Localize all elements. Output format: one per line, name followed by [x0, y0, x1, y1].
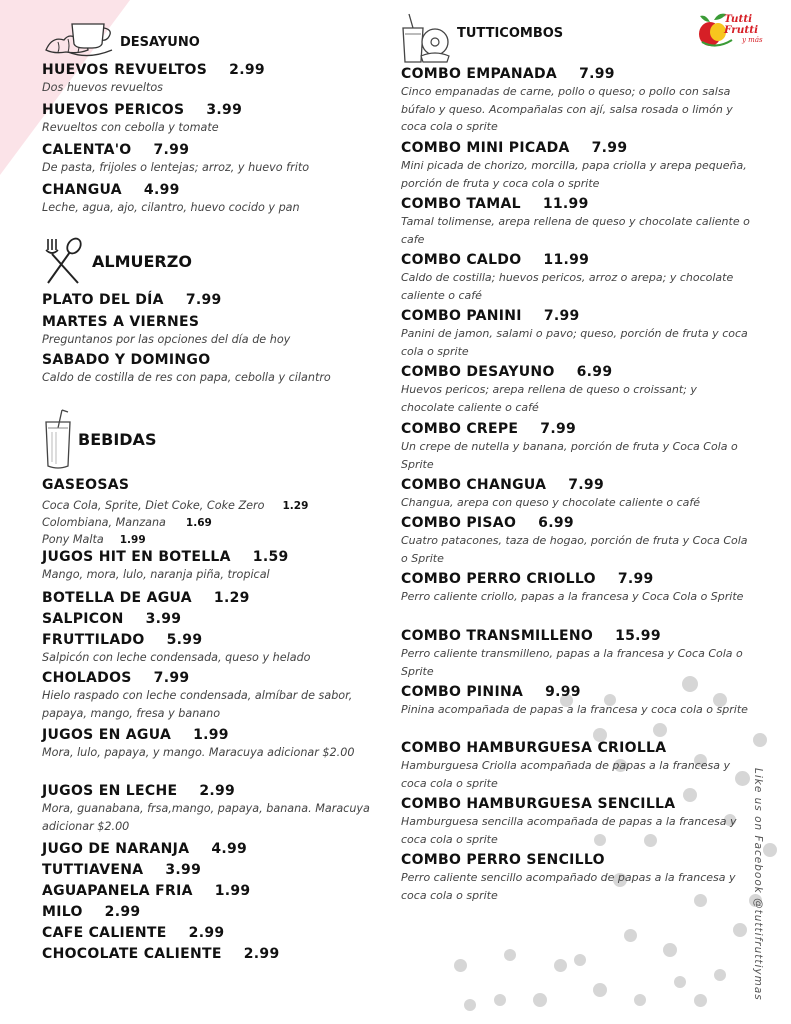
bebidas-item-name	[42, 670, 372, 686]
almuerzo-header	[42, 236, 192, 286]
item-name: COMBO PININA	[401, 684, 524, 700]
combo-item-entry	[401, 515, 751, 567]
item-name: COMBO HAMBURGUESA CRIOLLA	[401, 740, 667, 756]
decorative-dot	[753, 733, 767, 747]
combo-item-name	[401, 477, 751, 493]
item-price: 2.99	[199, 783, 236, 799]
decorative-dot	[634, 994, 646, 1006]
item-price: 2.99	[104, 904, 141, 920]
desayuno-item-entry	[42, 102, 372, 137]
item-price: 6.99	[576, 364, 613, 380]
item-name: FRUTTILADO	[42, 632, 145, 648]
almuerzo-item-name	[42, 352, 372, 368]
item-name: SALPICON	[42, 611, 124, 627]
desayuno-item-name	[42, 142, 372, 158]
item-name: COMBO TAMAL	[401, 196, 521, 212]
almuerzo-item-entry	[42, 314, 372, 349]
gaseosas-row	[42, 533, 146, 546]
item-price: 11.99	[543, 252, 590, 268]
desayuno-header	[42, 18, 200, 62]
item-price: 15.99	[615, 628, 661, 644]
bebidas-item-name	[42, 925, 372, 941]
item-description: Panini de jamon, salami o pavo; queso, porción de fruta y coca cola o sprite	[401, 327, 748, 358]
item-name: JUGOS HIT EN BOTELLA	[42, 549, 231, 565]
item-name: MILO	[42, 904, 83, 920]
combo-item-name	[401, 740, 751, 756]
combo-item-name	[401, 196, 751, 212]
item-description: Changua, arepa con queso y chocolate caliente o café	[401, 496, 701, 509]
decorative-dot	[574, 954, 586, 966]
decorative-dot	[653, 723, 667, 737]
decorative-dot	[674, 976, 686, 988]
item-name: HUEVOS REVUELTOS	[42, 62, 208, 78]
combo-item-name	[401, 66, 751, 82]
combo-item-entry	[401, 196, 751, 248]
combo-item-name	[401, 252, 751, 268]
decorative-dot	[454, 959, 467, 972]
item-description: Hamburguesa sencilla acompañada de papas a la francesa y coca cola o sprite	[401, 815, 737, 846]
item-description: Dos huevos revueltos	[42, 81, 164, 94]
combo-item-entry	[401, 421, 751, 473]
item-description: Huevos pericos; arepa rellena de queso o croissant; y chocolate caliente o café	[401, 383, 697, 414]
facebook-note	[748, 768, 768, 1001]
item-description: Preguntanos por las opciones del día de hoy	[42, 333, 291, 346]
item-price: 7.99	[591, 140, 628, 156]
item-price: 1.99	[214, 883, 251, 899]
item-description: Mango, mora, lulo, naranja piña, tropical	[42, 568, 270, 581]
item-name: CHANGUA	[42, 182, 122, 198]
item-name: COMBO TRANSMILLENO	[401, 628, 594, 644]
item-description: Tamal tolimense, arepa rellena de queso y chocolate caliente o cafe	[401, 215, 750, 246]
item-name: COMBO HAMBURGUESA SENCILLA	[401, 796, 676, 812]
gaseosas-row	[42, 499, 308, 512]
item-name: COMBO CALDO	[401, 252, 522, 268]
bebidas-item-entry	[42, 946, 372, 962]
desayuno-item-entry	[42, 182, 372, 217]
bebidas-item-entry	[42, 783, 372, 835]
bebidas-item-entry	[42, 925, 372, 941]
combo-item-entry	[401, 252, 751, 304]
coffee-croissant-icon	[42, 18, 116, 62]
item-price: 11.99	[542, 196, 589, 212]
gaseosas-row-text: Pony Malta	[42, 533, 104, 546]
item-price: 7.99	[153, 142, 190, 158]
item-price: 4.99	[143, 182, 180, 198]
gaseosas-row-price: 1.99	[119, 534, 146, 546]
item-price: 2.99	[229, 62, 265, 78]
item-price: 1.99	[193, 727, 229, 743]
combo-item-name	[401, 628, 751, 644]
combo-item-name	[401, 684, 751, 700]
bebidas-item-name	[42, 883, 372, 899]
item-description: Hamburguesa Criolla acompañada de papas a la francesa y coca cola o sprite	[401, 759, 730, 790]
gaseosas-row-text: Coca Cola, Sprite, Diet Coke, Coke Zero	[42, 499, 265, 512]
decorative-dot	[714, 969, 726, 981]
item-name: COMBO MINI PICADA	[401, 140, 570, 156]
decorative-dot	[593, 983, 607, 997]
fork-spoon-icon	[42, 236, 86, 286]
combo-item-name	[401, 140, 751, 156]
combo-item-entry	[401, 628, 751, 680]
item-price: 7.99	[579, 66, 615, 82]
almuerzo-item-name	[42, 292, 372, 308]
combo-item-entry	[401, 684, 751, 719]
item-price: 7.99	[540, 421, 577, 437]
decorative-dot	[533, 993, 547, 1007]
item-name: CALENTA'O	[42, 142, 132, 158]
item-description: Caldo de costilla de res con papa, cebolla y cilantro	[42, 371, 331, 384]
item-name: JUGOS EN LECHE	[42, 783, 178, 799]
item-description: Caldo de costilla; huevos pericos, arroz o arepa; y chocolate caliente o café	[401, 271, 734, 302]
combo-item-name	[401, 308, 751, 324]
item-name: COMBO CHANGUA	[401, 477, 547, 493]
gaseosas-row-price: 1.29	[282, 500, 309, 512]
item-price: 7.99	[568, 477, 605, 493]
combo-item-name	[401, 571, 751, 587]
item-description: Perro caliente transmilleno, papas a la francesa y Coca Cola o Sprite	[401, 647, 743, 678]
decorative-dot	[694, 994, 707, 1007]
bebidas-title: BEBIDAS	[78, 429, 157, 449]
item-name: COMBO PERRO SENCILLO	[401, 852, 605, 868]
combo-item-name	[401, 515, 751, 531]
item-price: 2.99	[188, 925, 225, 941]
gaseosas-row-text: Colombiana, Manzana	[42, 516, 166, 529]
item-description: Hielo raspado con leche condensada, almíbar de sabor, papaya, mango, fresa y banano	[42, 689, 353, 720]
item-price: 3.99	[206, 102, 243, 118]
logo-line2: y más	[742, 36, 763, 44]
item-description: Revueltos con cebolla y tomate	[42, 121, 219, 134]
combo-item-name	[401, 364, 751, 380]
item-price: 1.29	[213, 590, 250, 606]
tutticombos-title: TUTTICOMBOS	[457, 25, 564, 41]
item-description: Perro caliente sencillo acompañado de papas a la francesa y coca cola o sprite	[401, 871, 736, 902]
bebidas-item-name	[42, 904, 372, 920]
item-description: Salpicón con leche condensada, queso y helado	[42, 651, 311, 664]
item-name: TUTTIAVENA	[42, 862, 144, 878]
bebidas-item-name	[42, 727, 372, 743]
bebidas-item-entry	[42, 611, 372, 627]
decorative-dot	[733, 923, 747, 937]
item-price: 7.99	[185, 292, 222, 308]
bebidas-item-name	[42, 841, 372, 857]
item-price: 7.99	[153, 670, 190, 686]
combo-item-name	[401, 852, 751, 868]
combo-item-entry	[401, 740, 751, 792]
combo-item-name	[401, 796, 751, 812]
item-price: 6.99	[538, 515, 574, 531]
item-name: BOTELLA DE AGUA	[42, 590, 192, 606]
item-price: 2.99	[243, 946, 280, 962]
facebook-note-text: Like us on Facebook @tuttifruttiymas	[752, 768, 764, 1001]
item-name: HUEVOS PERICOS	[42, 102, 185, 118]
item-name: AGUAPANELA FRIA	[42, 883, 193, 899]
item-description: Perro caliente criollo, papas a la francesa y Coca Cola o Sprite	[401, 590, 744, 603]
item-price: 3.99	[165, 862, 202, 878]
almuerzo-item-name	[42, 314, 372, 330]
desayuno-item-name	[42, 102, 372, 118]
bebidas-item-name	[42, 632, 372, 648]
item-price: 7.99	[543, 308, 580, 324]
item-name: CHOCOLATE CALIENTE	[42, 946, 222, 962]
bebidas-item-entry	[42, 904, 372, 920]
decorative-dot	[663, 943, 677, 957]
item-description: Cuatro patacones, taza de hogao, porción de fruta y Coca Cola o Sprite	[401, 534, 748, 565]
brand-logo	[696, 10, 768, 52]
decorative-dot	[504, 949, 516, 961]
combo-item-entry	[401, 66, 751, 136]
decorative-dot	[624, 929, 637, 942]
item-name: JUGOS EN AGUA	[42, 727, 172, 743]
item-price: 9.99	[545, 684, 581, 700]
bebidas-item-entry	[42, 841, 372, 857]
combo-item-entry	[401, 796, 751, 848]
bebidas-item-name	[42, 783, 372, 799]
desayuno-item-entry	[42, 142, 372, 177]
item-price: 3.99	[145, 611, 182, 627]
bebidas-item-entry	[42, 883, 372, 899]
bebidas-item-name	[42, 549, 372, 565]
item-description: Un crepe de nutella y banana, porción de fruta y Coca Cola o Sprite	[401, 440, 738, 471]
item-description: Mora, guanabana, frsa,mango, papaya, banana. Maracuya adicionar $2.00	[42, 802, 370, 833]
item-description: De pasta, frijoles o lentejas; arroz, y huevo frito	[42, 161, 310, 174]
gaseosas-name: GASEOSAS	[42, 477, 130, 493]
combo-item-entry	[401, 852, 751, 904]
item-price: 1.59	[252, 549, 289, 565]
item-name: JUGO DE NARANJA	[42, 841, 190, 857]
item-name: COMBO CREPE	[401, 421, 519, 437]
combo-meal-icon	[401, 12, 451, 66]
bebidas-item-entry	[42, 670, 372, 722]
item-price: 7.99	[617, 571, 654, 587]
logo-line1: Tutti Frutti	[724, 13, 759, 36]
combo-item-name	[401, 421, 751, 437]
desayuno-item-name	[42, 62, 372, 78]
combo-item-entry	[401, 364, 751, 416]
item-name: MARTES A VIERNES	[42, 314, 200, 330]
almuerzo-title: ALMUERZO	[92, 251, 192, 271]
decorative-dot	[494, 994, 506, 1006]
almuerzo-item-entry	[42, 352, 372, 387]
combo-item-entry	[401, 477, 751, 512]
item-name: CHOLADOS	[42, 670, 132, 686]
drink-glass-icon	[42, 408, 74, 472]
item-description: Mini picada de chorizo, morcilla, papa criolla y arepa pequeña, porción de fruta y coca cola o sprite	[401, 159, 747, 190]
tutticombos-header	[401, 12, 563, 66]
bebidas-item-entry	[42, 727, 372, 762]
gaseosas-row-price: 1.69	[185, 517, 212, 529]
desayuno-item-name	[42, 182, 372, 198]
item-name: COMBO PISAO	[401, 515, 517, 531]
bebidas-header	[42, 408, 156, 472]
item-description: Leche, agua, ajo, cilantro, huevo cocido y pan	[42, 201, 300, 214]
item-name: SABADO Y DOMINGO	[42, 352, 211, 368]
item-description: Mora, lulo, papaya, y mango. Maracuya adicionar $2.00	[42, 746, 355, 759]
combo-item-entry	[401, 571, 751, 606]
combo-item-entry	[401, 140, 751, 192]
bebidas-item-name	[42, 862, 372, 878]
item-price: 5.99	[166, 632, 203, 648]
bebidas-item-name	[42, 611, 372, 627]
item-name: COMBO PANINI	[401, 308, 522, 324]
desayuno-item-entry	[42, 62, 372, 97]
bebidas-item-entry	[42, 590, 372, 606]
item-name: COMBO DESAYUNO	[401, 364, 555, 380]
bebidas-item-name	[42, 946, 372, 962]
bebidas-item-entry	[42, 632, 372, 667]
item-name: COMBO EMPANADA	[401, 66, 558, 82]
item-price: 4.99	[211, 841, 248, 857]
bebidas-item-name	[42, 590, 372, 606]
item-description: Cinco empanadas de carne, pollo o queso; o pollo con salsa búfalo y queso. Acompañalas con ají, salsa rosada o limón y coca cola o sprite	[401, 85, 733, 133]
almuerzo-item-entry	[42, 292, 372, 308]
bebidas-item-entry	[42, 862, 372, 878]
gaseosas-entry	[42, 477, 372, 493]
item-name: CAFE CALIENTE	[42, 925, 167, 941]
decorative-dot	[464, 999, 476, 1011]
bebidas-item-entry	[42, 549, 372, 584]
item-name: COMBO PERRO CRIOLLO	[401, 571, 596, 587]
desayuno-title: DESAYUNO	[120, 34, 200, 50]
gaseosas-row	[42, 516, 212, 529]
decorative-dot	[554, 959, 567, 972]
item-name: PLATO DEL DÍA	[42, 292, 164, 308]
item-description: Pinina acompañada de papas a la francesa y coca cola o sprite	[401, 703, 748, 716]
combo-item-entry	[401, 308, 751, 360]
